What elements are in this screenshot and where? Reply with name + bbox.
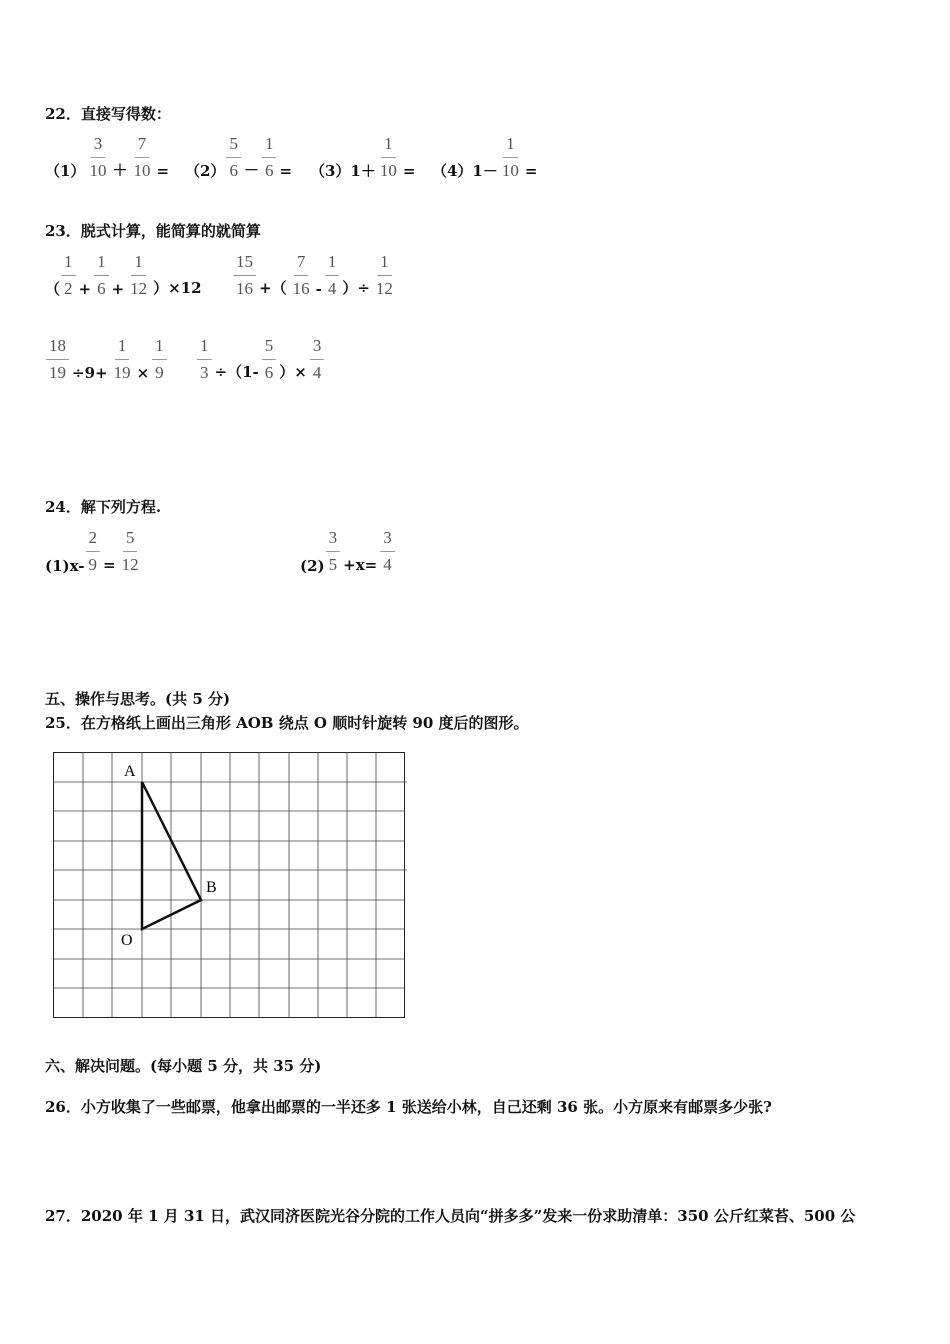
triangle-aob [142,782,201,929]
q24-equation-2: (2) $\frac{3}{5}$ +x= $\frac{3}{4}$ [300,528,396,575]
fraction: $\frac{3}{4}$ [380,528,395,575]
point-b-label: B [206,879,217,896]
q22-item-4: （4）1－ $\frac{1}{10}$ = [432,134,538,180]
fraction: $\frac{7}{16}$ [292,252,310,298]
q23-title: 23．脱式计算，能简算的就简算 [45,222,261,240]
fraction: $\frac{1}{4}$ [325,252,340,299]
fraction: $\frac{1}{12}$ [375,252,393,298]
fraction: $\frac{5}{6}$ [226,134,241,181]
q23-expr-4: $\frac{1}{3}$ ÷（1- $\frac{5}{6}$ ）× $\frac{3}{4}$ [196,336,325,383]
fraction: $\frac{1}{9}$ [152,336,167,383]
fraction: $\frac{5}{12}$ [121,528,139,574]
q22-item-2: （2） $\frac{5}{6}$ － $\frac{1}{6}$ = [185,134,293,180]
fraction: $\frac{18}{19}$ [46,336,69,383]
fraction: $\frac{3}{5}$ [326,528,341,575]
q24-title: 24．解下列方程. [45,498,162,516]
fraction: $\frac{1}{3}$ [197,336,212,383]
point-a-label: A [124,763,136,780]
fraction: $\frac{5}{6}$ [262,336,277,383]
fraction: $\frac{1}{6}$ [94,252,109,299]
fraction: $\frac{1}{10}$ [501,134,519,180]
fraction: $\frac{1}{6}$ [262,134,277,181]
q23-expr-1: （ $\frac{1}{2}$ + $\frac{1}{6}$ + $\frac{1}{12}$ ）×12 [45,252,202,298]
fraction: $\frac{1}{12}$ [130,252,148,298]
q22-item-1: （1） $\frac{3}{10}$ ＋ $\frac{7}{10}$ = [45,134,170,180]
section-6-heading: 六、解决问题。(每小题 5 分，共 35 分) [45,1057,322,1075]
q27-text: 27．2020 年 1 月 31 日，武汉同济医院光谷分院的工作人员向“拼多多”发来一份求助清单：350 公斤红菜苔、500 公 [45,1207,856,1225]
section-5-heading: 五、操作与思考。(共 5 分) [45,690,231,708]
q26-text: 26．小方收集了一些邮票，他拿出邮票的一半还多 1 张送给小林，自己还剩 36 张。小方原来有邮票多少张? [45,1098,772,1116]
fraction: $\frac{1}{2}$ [61,252,76,299]
fraction: $\frac{3}{10}$ [89,134,107,180]
fraction: $\frac{2}{9}$ [86,528,101,575]
q23-expr-3: $\frac{18}{19}$ ÷9+ $\frac{1}{19}$ × $\frac{1}{9}$ [45,336,168,383]
q24-equation-1: (1)x- $\frac{2}{9}$ = $\frac{5}{12}$ [45,528,143,575]
fraction: $\frac{3}{4}$ [310,336,325,383]
point-o-label: O [121,932,133,949]
q23-expr-2: $\frac{15}{16}$ +（ $\frac{7}{16}$ - $\frac{1}{4}$ ）÷ $\frac{1}{12}$ [232,252,397,299]
fraction: $\frac{1}{19}$ [113,336,131,382]
q22-title: 22．直接写得数： [45,105,171,123]
fraction: $\frac{7}{10}$ [133,134,151,180]
q25-title: 25．在方格纸上画出三角形 AOB 绕点 O 顺时针旋转 90 度后的图形。 [45,714,529,732]
grid-paper [53,752,407,1020]
grid-lines [53,752,407,1018]
fraction: $\frac{1}{10}$ [379,134,397,180]
fraction: $\frac{15}{16}$ [233,252,256,299]
q22-item-3: （3）1＋ $\frac{1}{10}$ = [310,134,416,180]
